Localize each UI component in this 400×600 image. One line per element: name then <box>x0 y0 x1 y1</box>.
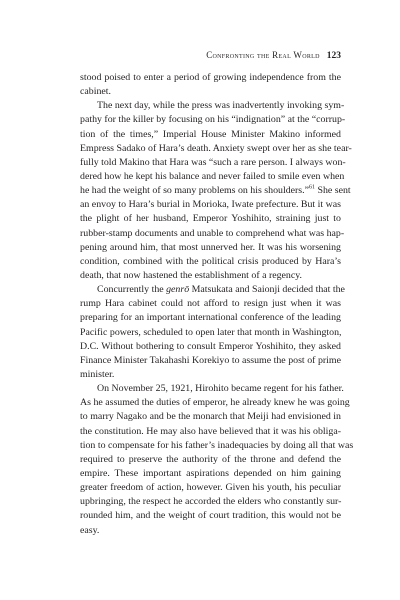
text-line: condition, combined with the political crisis produced by Hara’s <box>80 255 341 267</box>
text-line: dered how he kept his balance and never failed to smile even when <box>80 170 345 182</box>
text-line: death, that now hastened the establishment of a regency. <box>80 269 303 281</box>
text-line: rubber-stamp documents and unable to comprehend what was hap- <box>80 227 345 239</box>
text-line: fully told Makino that Hara was “such a rare person. I always won- <box>80 156 346 168</box>
text-line: On November 25, 1921, Hirohito became regent for his father. <box>97 383 344 395</box>
text-line-with-footnote <box>80 184 351 198</box>
body-text <box>80 71 354 538</box>
text-line: Empress Sadako of Hara’s death. Anxiety swept over her as she tear- <box>80 142 352 154</box>
text-line: Concurrently the genrō Matsukata and Saionji decided that the <box>97 284 345 296</box>
text-line: The next day, while the press was inadvertently invoking sym- <box>97 100 345 112</box>
text-line: the constitution. He may also have believed that it was his obliga- <box>80 425 341 437</box>
text-line: D.C. Without bothering to consult Emperor Yoshihito, they asked <box>80 340 341 352</box>
paragraph-2 <box>80 99 352 283</box>
text-line: empire. These important aspirations depended on him gaining <box>80 467 341 479</box>
text-line: easy. <box>80 524 100 536</box>
text-line: Finance Minister Takahashi Korekiyo to assume the post of prime <box>80 354 341 366</box>
text-line: tion of the times,” Imperial House Minister Makino informed <box>80 128 341 140</box>
text-line: required to preserve the authority of the throne and defend the <box>80 453 341 465</box>
text-line: minister. <box>80 368 115 380</box>
page-number: 123 <box>326 51 341 61</box>
text-line: tion to compensate for his father’s inadequacies by doing all that was <box>80 439 354 451</box>
text-line: stood poised to enter a period of growing independence from the <box>80 72 341 83</box>
running-head-title: Confronting the Real World <box>206 50 320 60</box>
text-line: pathy for the killer by focusing on his “indignation” at the “corrup- <box>80 114 346 126</box>
text-line: pening around him, that most unnerved her. It was his worsening <box>80 241 341 253</box>
text-line-segment: She sent <box>315 185 351 197</box>
text-line: rounded him, and the weight of court tradition, this would not be <box>80 510 341 522</box>
text-line: the plight of her husband, Emperor Yoshihito, straining just to <box>80 213 341 225</box>
text-line: greater freedom of action, however. Given his youth, his peculiar <box>80 482 341 494</box>
text-line-segment: he had the weight of so many problems on his shoulders.” <box>80 185 310 197</box>
text-line: cabinet. <box>80 86 111 98</box>
text-line: rump Hara cabinet could not afford to resign just when it was <box>80 298 341 310</box>
text-line: preparing for an important international conference of the leading <box>80 312 341 324</box>
text-line: Pacific powers, scheduled to open later that month in Washington, <box>80 326 342 338</box>
text-line: As he assumed the duties of emperor, he already knew he was going <box>80 397 350 409</box>
text-line: to marry Nagako and be the monarch that Meiji had envisioned in <box>80 411 341 423</box>
paragraph-1 <box>80 71 341 99</box>
italic-term: genrō <box>166 284 190 296</box>
footnote-marker[interactable]: 61 <box>309 184 316 191</box>
text-line: upbringing, the respect he accorded the elders who constantly sur- <box>80 496 342 508</box>
paragraph-3 <box>80 283 345 382</box>
text-line: an envoy to Hara’s burial in Morioka, Iwate prefecture. But it was <box>80 199 341 211</box>
paragraph-4 <box>80 382 354 538</box>
running-head <box>80 50 341 62</box>
